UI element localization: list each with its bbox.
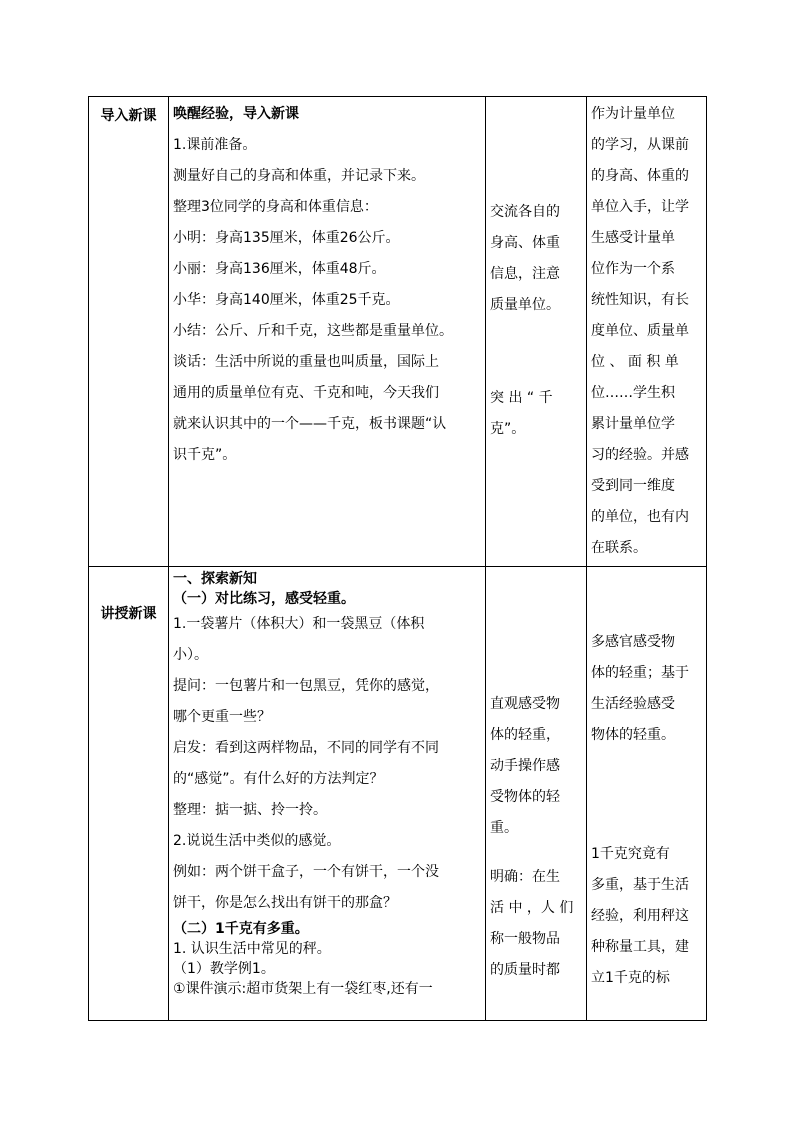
row-label-teaching [89,567,169,1021]
content-line: 2.说说生活中类似的感觉。 [173,833,341,849]
intent-line: 度单位、质量单 [591,323,689,339]
intent-line: 1千克究竟有 [591,846,670,862]
label-text: 导入新课 [100,108,157,124]
student-line: 克”。 [490,421,526,437]
content-line: 哪个更重一些？ [173,709,271,725]
intent-line: 位……学生积 [591,385,675,401]
content-line: 启发：看到这两样物品，不同的同学有不同 [173,740,439,756]
student-line: 交流各自的 [490,204,560,220]
intent-line: 物体的轻重。 [591,727,675,743]
intent-line: 体的轻重；基于 [591,665,689,681]
student-line: 身高、体重 [490,235,560,251]
content-line: 整理3位同学的身高和体重信息： [173,199,378,215]
intent-line: 种称量工具，建 [591,939,689,955]
lesson-plan-table [88,96,707,1021]
content-line: （一）对比练习，感受轻重。 [173,591,355,607]
intent-line: 立1千克的标 [591,970,670,986]
content-line: 提问：一包薯片和一包黑豆，凭你的感觉， [173,678,439,694]
student-line: 的质量时都 [490,962,560,978]
teacher-activity-intro [169,97,486,567]
student-line: 突 出 “ 千 [490,390,553,406]
content-line: 一、探索新知 [173,571,257,587]
student-line: 体的轻重， [490,727,560,743]
table-row-teaching [89,567,707,1021]
intent-line: 受到同一维度 [591,478,675,494]
design-intent-intro [587,97,707,567]
content-line: 1. 认识生活中常见的秤。 [173,941,331,957]
content-line: 识千克”。 [173,447,237,463]
intent-line: 多重，基于生活 [591,877,689,893]
content-line: 谈话：生活中所说的重量也叫质量，国际上 [173,354,439,370]
student-activity-intro [486,97,587,567]
content-line: 的“感觉”。有什么好的方法判定？ [173,771,384,787]
content-line: 例如：两个饼干盒子，一个有饼干，一个没 [173,864,439,880]
teacher-activity-teaching [169,567,486,1021]
intent-line: 生活经验感受 [591,696,675,712]
content-line: 唤醒经验，导入新课 [173,106,299,122]
student-line: 受物体的轻 [490,789,560,805]
student-activity-teaching [486,567,587,1021]
label-text: 讲授新课 [100,606,157,622]
content-line: 小明：身高135厘米，体重26公斤。 [173,230,400,246]
design-intent-teaching [587,567,707,1021]
intent-line: 位 、 面 积 单 [591,354,679,370]
content-line: ①课件演示:超市货架上有一袋红枣,还有一 [173,981,433,997]
intent-line: 作为计量单位 [591,106,675,122]
content-line: 整理：掂一掂、拎一拎。 [173,802,327,818]
intent-line: 在联系。 [591,540,647,556]
content-line: （二）1千克有多重。 [173,921,309,937]
content-line: 1.一袋薯片（体积大）和一袋黑豆（体积 [173,616,425,632]
content-line: 小华：身高140厘米，体重25千克。 [173,292,400,308]
student-line: 重。 [490,820,518,836]
student-line: 质量单位。 [490,297,560,313]
content-line: 小丽：身高136厘米，体重48斤。 [173,261,386,277]
intent-line: 经验，利用秤这 [591,908,689,924]
intent-line: 的学习，从课前 [591,137,689,153]
intent-line: 位作为一个系 [591,261,675,277]
student-line: 活 中 ，人 们 [490,900,574,916]
content-line: 就来认识其中的一个——千克，板书课题“认 [173,416,447,432]
row-label-intro [89,97,169,567]
student-line: 动手操作感 [490,758,560,774]
content-line: 测量好自己的身高和体重，并记录下来。 [173,168,425,184]
content-line: （1）教学例1。 [173,961,275,977]
intent-line: 统性知识，有长 [591,292,689,308]
intent-line: 习的经验。并感 [591,447,689,463]
intent-line: 的单位，也有内 [591,509,689,525]
intent-line: 多感官感受物 [591,634,675,650]
student-line: 信息，注意 [490,266,560,282]
student-line: 称一般物品 [490,931,560,947]
table-row-intro [89,97,707,567]
student-line: 明确：在生 [490,869,560,885]
content-line: 小）。 [173,647,208,663]
content-line: 小结：公斤、斤和千克，这些都是重量单位。 [173,323,453,339]
content-line: 通用的质量单位有克、千克和吨，今天我们 [173,385,439,401]
intent-line: 生感受计量单 [591,230,675,246]
intent-line: 的身高、体重的 [591,168,689,184]
intent-line: 累计量单位学 [591,416,675,432]
student-line: 直观感受物 [490,696,560,712]
content-line: 饼干，你是怎么找出有饼干的那盒？ [173,895,397,911]
intent-line: 单位入手，让学 [591,199,689,215]
content-line: 1.课前准备。 [173,137,257,153]
